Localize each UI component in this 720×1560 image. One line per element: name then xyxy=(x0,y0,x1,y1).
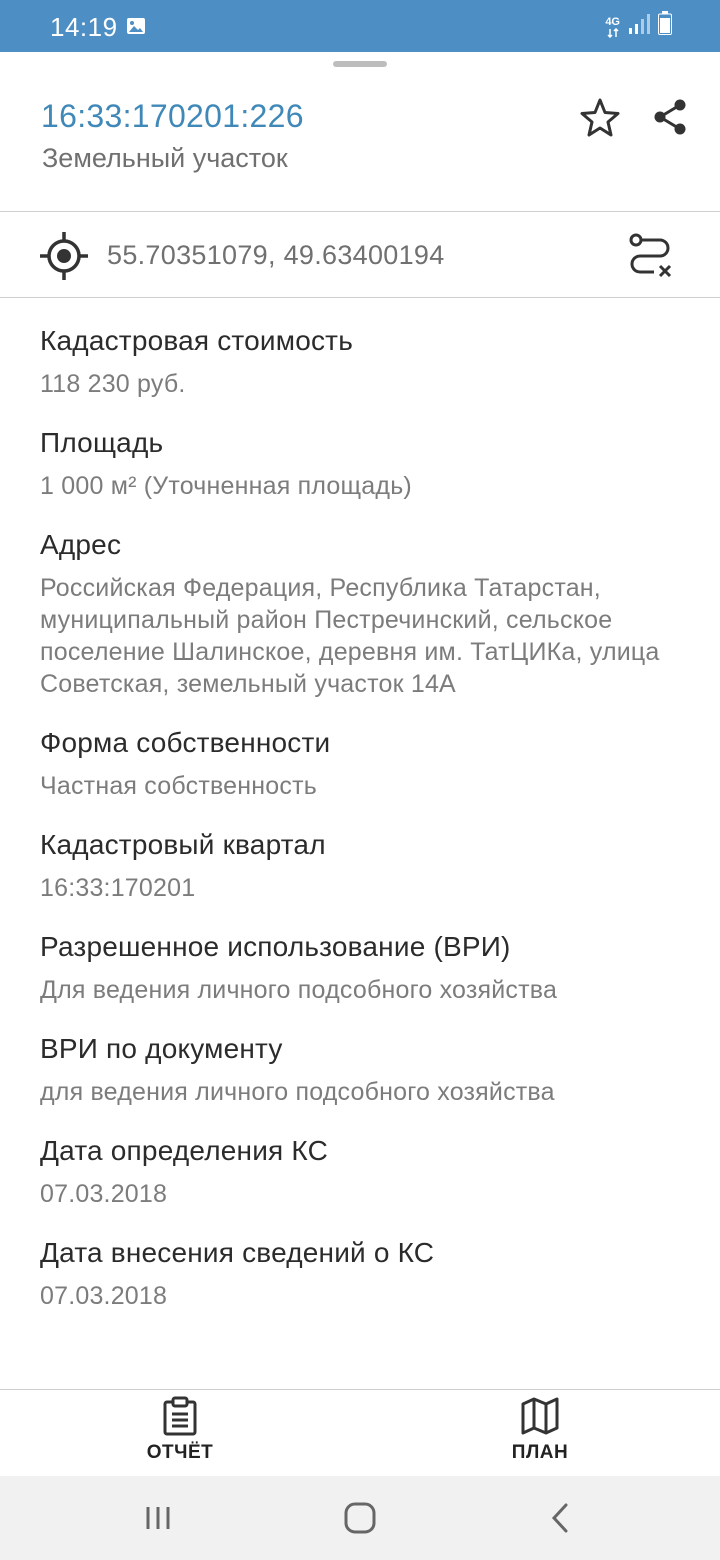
info-value: 07.03.2018 xyxy=(40,1180,168,1208)
battery-icon xyxy=(658,11,672,40)
bottom-action-bar xyxy=(0,1389,720,1475)
info-value: Частная собственность xyxy=(40,772,317,800)
info-label: Адрес xyxy=(40,529,122,560)
system-nav-bar xyxy=(0,1476,720,1560)
info-label: Дата внесения сведений о КС xyxy=(40,1237,435,1268)
divider xyxy=(0,297,720,298)
divider xyxy=(0,211,720,212)
route-clear-button[interactable] xyxy=(624,230,678,282)
info-value: Российская Федерация, Республика Татарстан, муниципальный район Пестречинский, сельское поселение Шалинское, деревня им. ТатЦИКа, улица Советская, земельный участок 14А xyxy=(40,574,660,698)
clipboard-icon xyxy=(162,1396,198,1436)
info-list xyxy=(40,322,710,1336)
home-icon xyxy=(340,1498,380,1538)
status-time: 14:19 xyxy=(50,12,118,42)
info-item-cost-entry-date xyxy=(40,1234,710,1312)
home-button[interactable] xyxy=(340,1498,380,1538)
back-button[interactable] xyxy=(540,1498,580,1538)
info-label: Дата определения КС xyxy=(40,1135,328,1166)
info-value: Для ведения личного подсобного хозяйства xyxy=(40,976,558,1004)
data-arrows-icon xyxy=(605,17,620,38)
report-label: ОТЧЁТ xyxy=(146,1442,214,1463)
info-item-cadastral-cost xyxy=(40,322,710,400)
favorite-button[interactable] xyxy=(578,96,622,140)
status-icons xyxy=(605,14,672,40)
info-label: Кадастровая стоимость xyxy=(40,325,353,356)
info-value: 07.03.2018 xyxy=(40,1282,168,1310)
info-item-area xyxy=(40,424,710,502)
info-item-address xyxy=(40,526,710,700)
map-icon xyxy=(520,1396,560,1436)
info-item-ownership xyxy=(40,724,710,802)
image-icon xyxy=(126,16,146,36)
plan-button[interactable] xyxy=(470,1396,610,1472)
route-clear-icon xyxy=(624,230,678,282)
info-item-cost-date xyxy=(40,1132,710,1210)
signal-icon xyxy=(628,13,650,40)
info-value: 118 230 руб. xyxy=(40,370,186,398)
page-title: 16:33:170201:226 xyxy=(41,98,304,134)
object-type: Земельный участок xyxy=(42,143,288,173)
info-label: Форма собственности xyxy=(40,727,331,758)
info-label: Площадь xyxy=(40,427,164,458)
info-value: 16:33:170201 xyxy=(40,874,196,902)
info-item-permitted-use xyxy=(40,928,710,1006)
info-label: Разрешенное использование (ВРИ) xyxy=(40,931,511,962)
info-value: для ведения личного подсобного хозяйства xyxy=(40,1078,555,1106)
report-button[interactable] xyxy=(110,1396,250,1472)
info-item-quarter xyxy=(40,826,710,904)
share-button[interactable] xyxy=(648,96,692,140)
back-icon xyxy=(540,1498,580,1538)
star-icon xyxy=(578,96,622,140)
share-icon xyxy=(648,96,692,140)
info-label: ВРИ по документу xyxy=(40,1033,283,1064)
plan-label: ПЛАН xyxy=(511,1442,569,1463)
info-label: Кадастровый квартал xyxy=(40,829,326,860)
status-bar xyxy=(0,0,720,52)
network-type: 4G xyxy=(605,16,620,28)
recent-apps-icon xyxy=(140,1498,180,1538)
info-value: 1 000 м² (Уточненная площадь) xyxy=(40,472,412,500)
crosshair-icon[interactable] xyxy=(38,230,90,282)
drag-handle[interactable] xyxy=(333,61,387,67)
recent-apps-button[interactable] xyxy=(140,1498,180,1538)
info-item-use-by-document xyxy=(40,1030,710,1108)
coordinates[interactable]: 55.70351079, 49.63400194 xyxy=(107,240,445,270)
